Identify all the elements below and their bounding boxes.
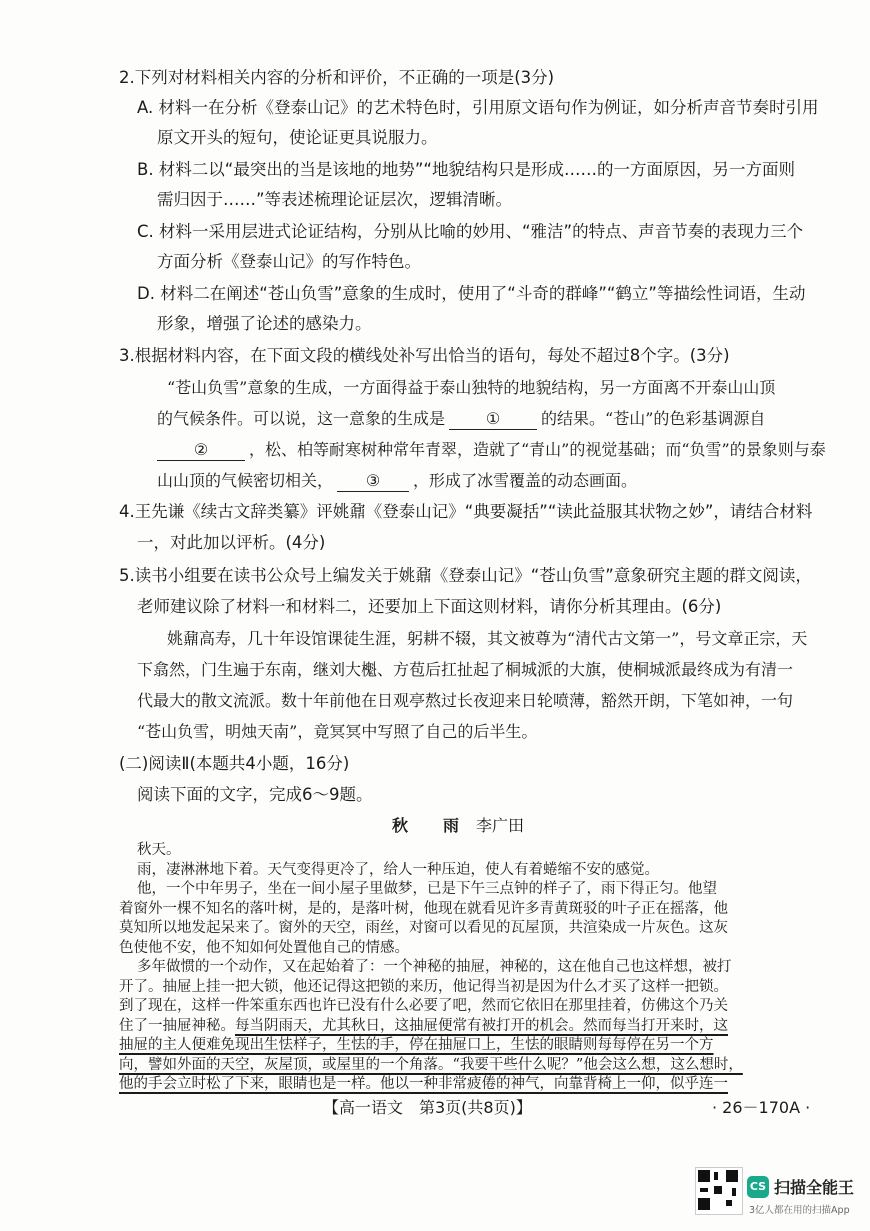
q5-material-line3: 代最大的散文流派。数十年前他在日观亭熬过长夜迎来日轮喷薄，豁然开朗，下笔如神，一句: [137, 691, 794, 710]
page-footer-label: 【高一语文 第3页(共8页)】: [323, 1098, 532, 1117]
camscanner-logo-icon: CS: [747, 1176, 769, 1198]
q5-line1: 5.读书小组要在读书公众号上编发关于姚鼐《登泰山记》“苍山负雪”意象研究主题的群文阅读，: [119, 566, 812, 585]
story-title: 秋 雨: [392, 816, 461, 835]
q3-text: ，形成了冰雪覆盖的动态画面。: [413, 471, 638, 490]
answer-blank-1[interactable]: ①: [449, 409, 537, 430]
story-line: 秋天。: [137, 842, 181, 858]
q2-option-b-line1: B. 材料二以“最突出的当是该地的地势”“地貌结构只是形成……的一方面原因，另一方面则: [137, 160, 795, 179]
story-line: 到了现在，这样一件笨重东西也许已没有什么必要了吧，然而它依旧在那里挂着，仿佛这个乃关: [119, 998, 728, 1014]
answer-blank-2[interactable]: ②: [157, 440, 245, 461]
q2-option-a-line2: 原文开头的短句，使论证更具说服力。: [157, 128, 438, 147]
q2-stem: 2.下列对材料相关内容的分析和评价，不正确的一项是(3分): [119, 68, 555, 87]
q3-passage-line1: “苍山负雪”意象的生成，一方面得益于泰山独特的地貌结构，另一方面离不开泰山山顶: [167, 378, 776, 397]
q5-line2: 老师建议除了材料一和材料二，还要加上下面这则材料，请你分析其理由。(6分): [137, 597, 722, 616]
story-line: 开了。抽屉上挂一把大锁，他还记得这把锁的来历，他记得当初是因为什么才买了这样一把锁。: [119, 979, 728, 995]
q5-material-line1: 姚鼐高寿，几十年设馆课徒生涯，躬耕不辍，其文被尊为“清代古文第一”，号文章正宗，天: [167, 629, 808, 648]
section-instructions: 阅读下面的文字，完成6～9题。: [137, 785, 373, 804]
q2-option-d-line2: 形象，增强了论述的感染力。: [157, 314, 372, 333]
story-text: 住了一抽屉神秘。: [119, 1018, 235, 1034]
q3-passage-line3: [157, 435, 826, 465]
story-line: 色使他不安，他不知如何处置他自己的情感。: [119, 940, 409, 956]
answer-blank-3[interactable]: ③: [337, 471, 409, 492]
story-line: [119, 1016, 728, 1036]
q3-passage-line4: [157, 466, 637, 496]
story-line: 雨，凄淋淋地下着。天气变得更冷了，给人一种压迫，使人有着蜷缩不安的感觉。: [137, 862, 659, 878]
q3-text: 的结果。“苍山”的色彩基调源自: [541, 409, 766, 428]
underlined-passage: 每当阴雨天，尤其秋日，这抽屉便常有被打开的机会。然而每当打开来时，这: [235, 1018, 728, 1034]
section-heading: (二)阅读Ⅱ(本题共4小题，16分): [119, 754, 350, 773]
story-line: 着窗外一棵不知名的落叶树，是的，是落叶树，他现在就看见许多青黄斑驳的叶子正在摇落，他: [119, 901, 728, 917]
q2-option-a-line1: A. 材料一在分析《登泰山记》的艺术特色时，引用原文语句作为例证，如分析声音节奏时引用: [137, 98, 819, 117]
q3-text: 的气候条件。可以说，这一意象的生成是: [157, 409, 446, 428]
page-footer-code: · 26－170A ·: [712, 1098, 811, 1117]
q2-option-d-line1: D. 材料二在阐述“苍山负雪”意象的生成时，使用了“斗奇的群峰”“鹤立”等描绘性词语，生动: [137, 284, 806, 303]
q3-text: ，松、柏等耐寒树种常年青翠，造就了“青山”的视觉基础；而“负雪”的景象则与泰: [249, 440, 826, 459]
q2-option-c-line1: C. 材料一采用层进式论证结构，分别从比喻的妙用、“雅洁”的特点、声音节奏的表现力三个: [137, 222, 804, 241]
story-line: 向，譬如外面的天空，灰屋顶，或屋里的一个角落。“我要干些什么呢？”他会这么想，这么想时，: [119, 1057, 743, 1073]
story-author: 李广田: [476, 816, 525, 835]
story-line: 他，一个中年男子，坐在一间小屋子里做梦，已是下午三点钟的样子了，雨下得正匀。他望: [137, 881, 717, 897]
q3-passage-line2: [157, 404, 765, 434]
q2-option-c-line2: 方面分析《登泰山记》的写作特色。: [157, 252, 421, 271]
story-line: 莫知所以地发起呆来了。窗外的天空，雨丝，对窗可以看见的瓦屋顶，共渲染成一片灰色。这灰: [119, 920, 728, 936]
q5-material-line4: “苍山负雪，明烛天南”，竟冥冥中写照了自己的后半生。: [137, 722, 538, 741]
q4-line1: 4.王先谦《续古文辞类纂》评姚鼐《登泰山记》“典要凝括”“读此益服其状物之妙”，请结合材料: [119, 502, 813, 521]
story-line: 抽屉的主人便难免现出生怯样子，生怯的手，停在抽屉口上，生怯的眼睛则每每停在另一个方: [119, 1037, 714, 1053]
q5-material-line2: 下翕然，门生遍于东南，继刘大櫆、方苞后扛扯起了桐城派的大旗，使桐城派最终成为有清一: [137, 660, 794, 679]
q2-option-b-line2: 需归因于……”等表述梳理论证层次，逻辑清晰。: [157, 190, 513, 209]
story-line: 多年做惯的一个动作，又在起始着了：一个神秘的抽屉，神秘的，这在他自己也这样想，被打: [137, 959, 732, 975]
camscanner-name: 扫描全能王: [774, 1178, 855, 1197]
q3-stem: 3.根据材料内容，在下面文段的横线处补写出恰当的语句，每处不超过8个字。(3分): [119, 346, 730, 365]
camscanner-tagline: 3亿人都在用的扫描App: [749, 1205, 850, 1216]
story-line: 他的手会立时松了下来，眼睛也是一样。他以一种非常疲倦的神气，向靠背椅上一仰，似乎连一: [119, 1076, 728, 1092]
qr-code-icon: [695, 1167, 743, 1215]
q4-line2: 一，对此加以评析。(4分): [137, 533, 326, 552]
q3-text: 山山顶的气候密切相关，: [157, 471, 334, 490]
